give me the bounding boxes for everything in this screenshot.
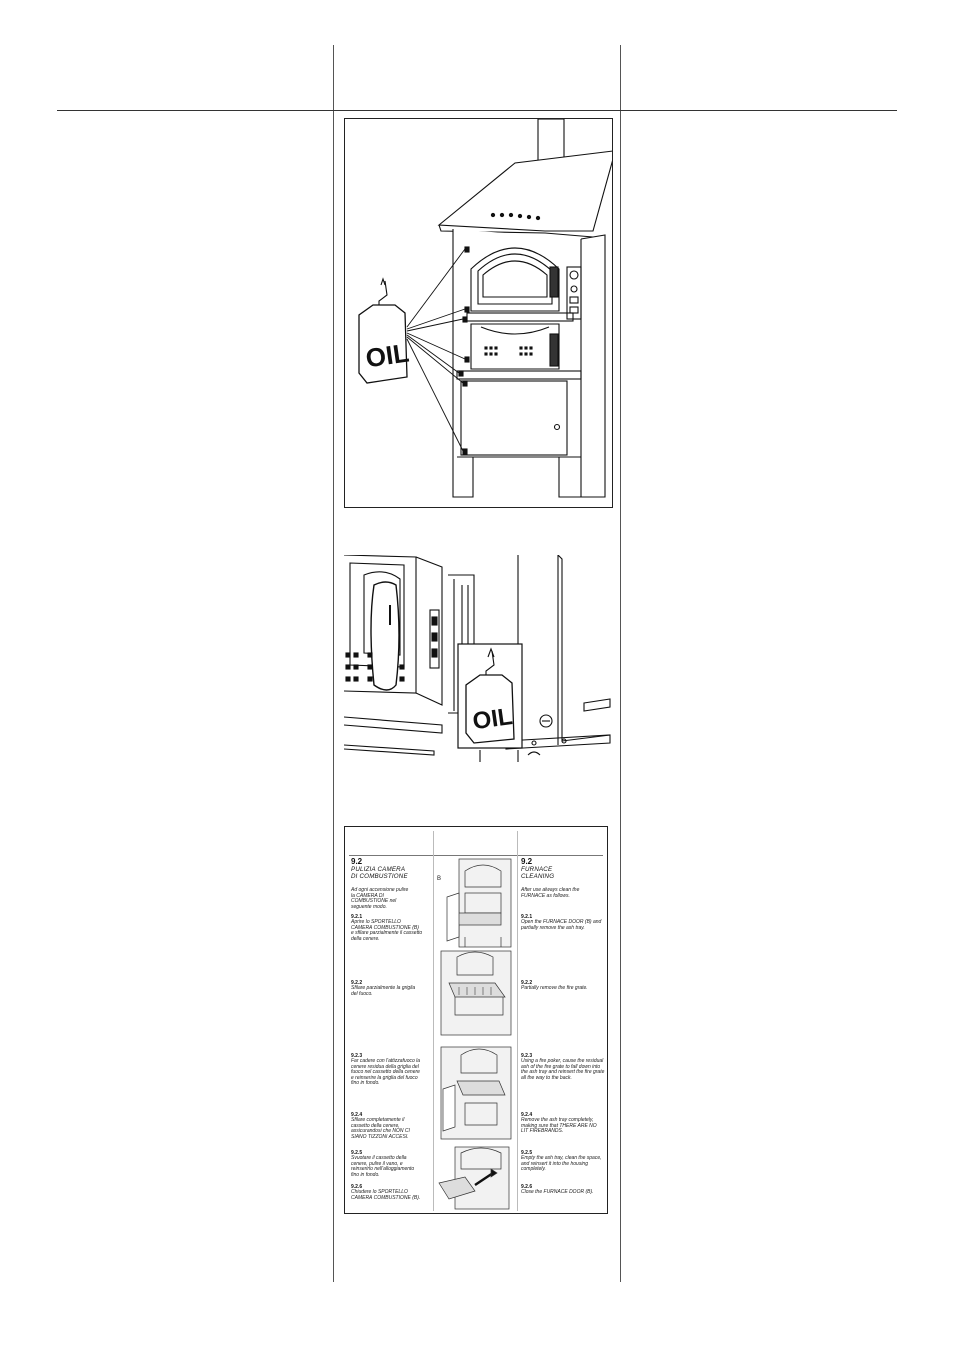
hinge-detail-illustration	[344, 555, 613, 762]
en-step-6-text: Close the FURNACE DOOR (B).	[521, 1189, 594, 1195]
en-step-4-number: 9.2.4	[521, 1112, 533, 1118]
it-step-2	[351, 980, 423, 997]
en-step-3	[521, 1053, 605, 1081]
step-illustrations	[435, 857, 515, 1211]
en-step-4-text: Remove the ash tray completely, making sure that THERE ARE NO LIT FIREBRANDS.	[521, 1117, 597, 1135]
en-step-5-number: 9.2.5	[521, 1150, 533, 1156]
en-intro: After use always clean the FURNACE as follows.	[521, 887, 580, 899]
it-step-1-number: 9.2.1	[351, 914, 363, 920]
en-step-2	[521, 980, 605, 992]
en-step-2-text: Partially remove the fire grate.	[521, 985, 588, 991]
it-step-2-number: 9.2.2	[351, 980, 363, 986]
oil-bottle-label-2: OIL	[470, 703, 515, 736]
en-step-5	[521, 1150, 605, 1173]
oil-bottle-label: OIL	[363, 337, 411, 374]
it-step-5-text: Svuotare il cassetto della cenere, pulire il vano, e reinserirlo nell'alloggiamento fino in fondo.	[351, 1155, 415, 1178]
header-rule	[57, 110, 897, 111]
column-divider-right	[620, 45, 621, 1282]
en-title-line2: CLEANING	[521, 873, 555, 880]
oven-lubrication-figure	[344, 118, 613, 508]
door-b-label: B	[437, 876, 442, 882]
en-step-5-text: Empty the ash tray, clean the space, and reinsert it into the housing completely.	[521, 1155, 602, 1173]
it-section-number: 9.2	[351, 857, 363, 866]
italian-column	[351, 857, 431, 910]
thumbnail-illustrations	[435, 857, 515, 1211]
en-section-number: 9.2	[521, 857, 533, 866]
it-title-line2: DI COMBUSTIONE	[351, 873, 408, 880]
manual-page-thumbnail	[344, 826, 608, 1214]
it-step-6-number: 9.2.6	[351, 1184, 363, 1190]
it-intro: Ad ogni accensione pulire la CAMERA DI COMBUSTIONE nel seguente modo.	[351, 887, 409, 910]
en-step-3-number: 9.2.3	[521, 1053, 533, 1059]
thumbnail-col-rule-left	[433, 831, 434, 1211]
thumbnail-col-rule-right	[517, 831, 518, 1211]
column-divider-left	[333, 45, 334, 1282]
it-step-6	[351, 1184, 423, 1201]
it-step-4	[351, 1112, 423, 1140]
it-step-3	[351, 1053, 423, 1087]
it-step-5-number: 9.2.5	[351, 1150, 363, 1156]
it-step-3-text: Far cadere con l'attizzafuoco la cenere residua della griglia del fuoco nel cassetto della cenere e reinserire la griglia del fuoco fino in fondo.	[351, 1058, 421, 1087]
en-step-1	[521, 914, 605, 931]
it-step-1	[351, 914, 423, 942]
en-step-6-number: 9.2.6	[521, 1184, 533, 1190]
en-step-4	[521, 1112, 605, 1135]
oven-illustration	[345, 119, 612, 507]
en-step-2-number: 9.2.2	[521, 980, 533, 986]
it-step-3-number: 9.2.3	[351, 1053, 363, 1059]
it-step-4-text: Sfilare completamente il cassetto della cenere, assicurandosi che NON CI SIANO TIZZONI ACCESI.	[351, 1117, 410, 1140]
en-step-6	[521, 1184, 605, 1196]
thumbnail-top-rule	[349, 855, 603, 856]
en-title-line1: FURNACE	[521, 866, 553, 873]
en-step-1-text: Open the FURNACE DOOR (B) and partially remove the ash tray.	[521, 919, 602, 931]
it-step-5	[351, 1150, 423, 1178]
it-title-line1: PULIZIA CAMERA	[351, 866, 406, 873]
english-column	[521, 857, 605, 899]
it-step-1-text: Aprire lo SPORTELLO CAMERA COMBUSTIONE (B) e sfilare parzialmente il cassetto della cenere.	[351, 919, 423, 942]
door-hinge-detail-figure	[344, 555, 613, 762]
en-step-1-number: 9.2.1	[521, 914, 533, 920]
en-step-3-text: Using a fire poker, cause the residual ash of the fire grate to fall down into the ash tray and reinsert the fire grate all the way to the back.	[521, 1058, 605, 1081]
it-step-2-text: Sfilare parzialmente la griglia del fuoco.	[351, 985, 416, 997]
it-step-4-number: 9.2.4	[351, 1112, 363, 1118]
it-step-6-text: Chiudere lo SPORTELLO CAMERA COMBUSTIONE (B).	[351, 1189, 421, 1201]
